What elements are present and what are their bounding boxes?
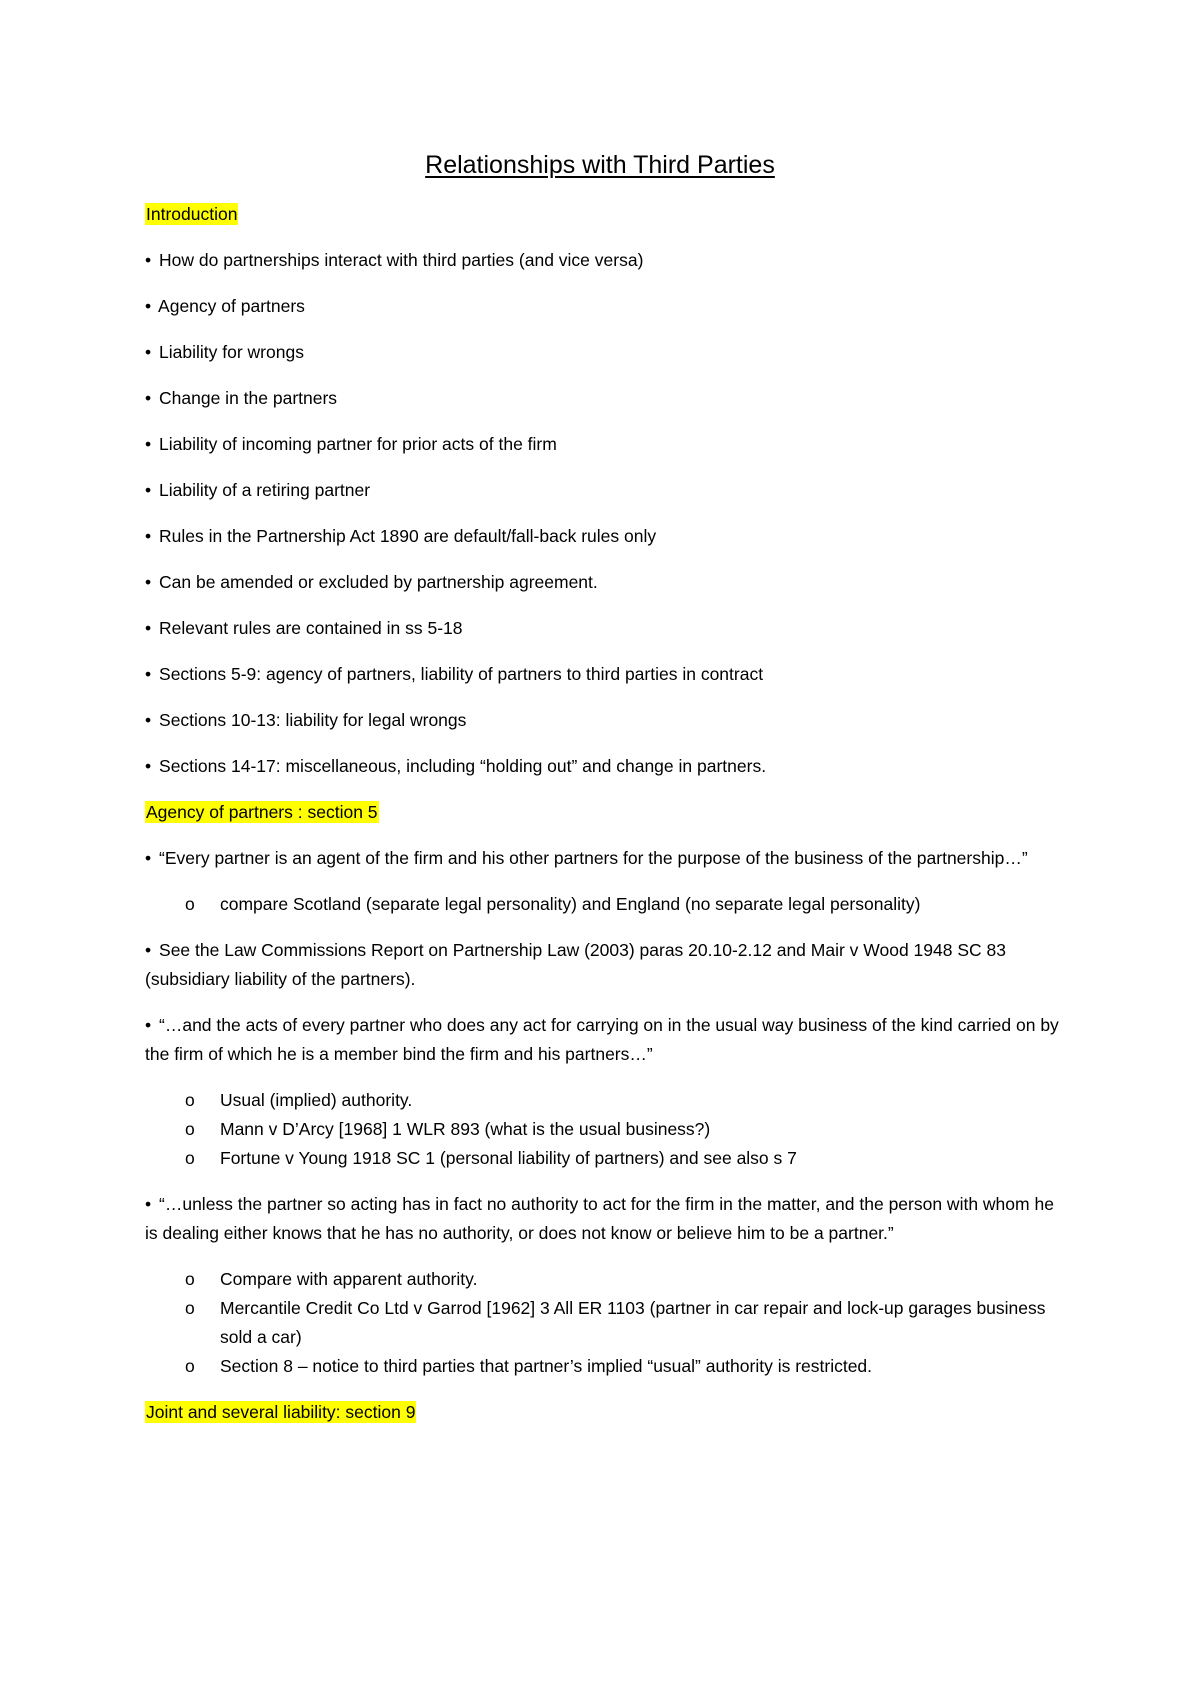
list-item: • Sections 10-13: liability for legal wrongs [145,710,467,730]
bullet-icon: • [145,710,152,730]
document-body [145,200,1060,1444]
document-title: Relationships with Third Parties [425,151,775,179]
list-item: • Liability of incoming partner for prior acts of the firm [145,434,557,454]
list-item: • Sections 14-17: miscellaneous, including “holding out” and change in partners. [145,756,767,776]
bullet-icon: • [145,618,152,638]
bullet-icon: • [145,1015,152,1035]
bullet-icon: • [145,480,152,500]
sub-list-item: o Mann v D’Arcy [1968] 1 WLR 893 (what is the usual business?) [145,1115,1060,1144]
paragraph: • “Every partner is an agent of the firm and his other partners for the purpose of the business of the partnership…” [145,848,1028,868]
bullet-icon: • [145,388,152,408]
paragraph: • “…unless the partner so acting has in fact no authority to act for the firm in the matter, and the person with whom he is dealing either knows that he has no authority, or does not know or believe him to be a partner.” [145,1194,1054,1243]
list-item: • Sections 5-9: agency of partners, liability of partners to third parties in contract [145,664,764,684]
sub-bullet-icon: o [185,1269,195,1289]
list-item: • Can be amended or excluded by partnership agreement. [145,572,598,592]
section-heading-agency [145,798,1060,844]
bullet-icon: • [145,1194,152,1214]
sub-list-item: o Fortune v Young 1918 SC 1 (personal liability of partners) and see also s 7 [145,1144,1060,1173]
sub-bullet-icon: o [185,894,195,914]
sub-list [145,1086,1060,1173]
bullet-icon: • [145,526,152,546]
bullet-icon: • [145,296,152,316]
bullet-icon: • [145,250,152,270]
bullet-icon: • [145,848,152,868]
sub-list-item: o Section 8 – notice to third parties that partner’s implied “usual” authority is restricted. [145,1352,1060,1381]
bullet-icon: • [145,664,152,684]
sub-list [145,1265,1060,1381]
sub-bullet-icon: o [185,1119,195,1139]
sub-list-item: o Mercantile Credit Co Ltd v Garrod [1962] 3 All ER 1103 (partner in car repair and lock-up garages business sold a car) [145,1294,1060,1352]
sub-bullet-icon: o [185,1090,195,1110]
sub-list-item: o Usual (implied) authority. [145,1086,1060,1115]
section-heading-joint-liability [145,1398,1060,1444]
bullet-icon: • [145,940,152,960]
sub-bullet-icon: o [185,1356,195,1376]
sub-list-item: o Compare with apparent authority. [145,1265,1060,1294]
highlighted-heading-text: Agency of partners : section 5 [146,802,378,822]
paragraph: • See the Law Commissions Report on Partnership Law (2003) paras 20.10-2.12 and Mair v Wood 1948 SC 83 (subsidiary liability of the partners). [145,940,1006,989]
bullet-icon: • [145,756,152,776]
paragraph: • “…and the acts of every partner who does any act for carrying on in the usual way business of the kind carried on by the firm of which he is a member bind the firm and his partners…” [145,1015,1059,1064]
highlighted-heading-text: Introduction [146,204,238,224]
intro-bullet-list [145,246,1060,798]
sub-list-item: o compare Scotland (separate legal personality) and England (no separate legal personality) [145,890,1060,919]
list-item: • Agency of partners [145,296,305,316]
list-item: • How do partnerships interact with third parties (and vice versa) [145,250,644,270]
bullet-icon: • [145,572,152,592]
list-item: • Liability of a retiring partner [145,480,371,500]
sub-bullet-icon: o [185,1298,195,1318]
highlighted-heading-text: Joint and several liability: section 9 [146,1402,416,1422]
list-item: • Liability for wrongs [145,342,304,362]
list-item: • Rules in the Partnership Act 1890 are default/fall-back rules only [145,526,657,546]
bullet-icon: • [145,342,152,362]
list-item: • Relevant rules are contained in ss 5-18 [145,618,463,638]
sub-list [145,890,1060,919]
bullet-icon: • [145,434,152,454]
section-heading-introduction [145,200,1060,246]
sub-bullet-icon: o [185,1148,195,1168]
list-item: • Change in the partners [145,388,338,408]
